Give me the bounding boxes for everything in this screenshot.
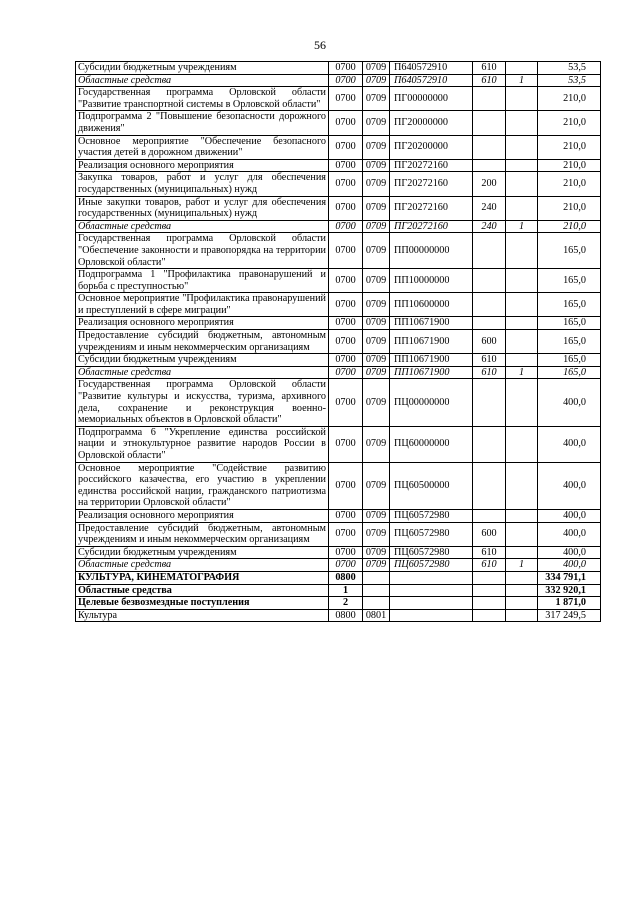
expense-type-cell xyxy=(473,111,506,135)
table-row xyxy=(76,426,601,462)
amount-cell: 210,0 xyxy=(538,159,601,172)
subsection-code-cell: 0709 xyxy=(363,379,390,426)
subsection-code-cell: 0709 xyxy=(363,462,390,509)
section-code-cell: 0800 xyxy=(329,571,363,584)
funding-source-cell xyxy=(506,135,538,159)
expense-type-cell: 610 xyxy=(473,546,506,559)
funding-source-cell xyxy=(506,571,538,584)
item-name-cell: Иные закупки товаров, работ и услуг для обеспечения государственных (муниципальных) нужд xyxy=(76,196,329,220)
subsection-code-cell: 0709 xyxy=(363,111,390,135)
subsection-code-cell: 0709 xyxy=(363,293,390,317)
section-code-cell: 0700 xyxy=(329,87,363,111)
amount-cell: 165,0 xyxy=(538,354,601,367)
funding-source-cell: 1 xyxy=(506,559,538,572)
amount-cell: 165,0 xyxy=(538,330,601,354)
table-row xyxy=(76,220,601,233)
funding-source-cell xyxy=(506,597,538,610)
section-code-cell: 0700 xyxy=(329,426,363,462)
funding-source-cell xyxy=(506,330,538,354)
expense-type-cell: 610 xyxy=(473,366,506,379)
expense-type-cell xyxy=(473,293,506,317)
target-article-cell: ПЦ00000000 xyxy=(390,379,473,426)
section-code-cell: 0700 xyxy=(329,462,363,509)
section-code-cell: 0700 xyxy=(329,293,363,317)
target-article-cell: ПЦ60000000 xyxy=(390,426,473,462)
funding-source-cell xyxy=(506,509,538,522)
subsection-code-cell: 0709 xyxy=(363,559,390,572)
expense-type-cell: 600 xyxy=(473,522,506,546)
amount-cell: 53,5 xyxy=(538,74,601,87)
expense-type-cell xyxy=(473,597,506,610)
section-code-cell: 0700 xyxy=(329,220,363,233)
page-number: 56 xyxy=(314,38,326,52)
item-name-cell: Реализация основного мероприятия xyxy=(76,159,329,172)
funding-source-cell xyxy=(506,159,538,172)
section-code-cell: 0700 xyxy=(329,233,363,269)
section-code-cell: 0700 xyxy=(329,135,363,159)
funding-source-cell xyxy=(506,293,538,317)
item-name-cell: Подпрограмма 6 "Укрепление единства российской нации и этнокультурное развитие народов России в Орловской области" xyxy=(76,426,329,462)
subsection-code-cell: 0709 xyxy=(363,74,390,87)
target-article-cell: ПЦ60572980 xyxy=(390,546,473,559)
section-code-cell: 2 xyxy=(329,597,363,610)
subsection-code-cell: 0709 xyxy=(363,330,390,354)
funding-source-cell xyxy=(506,62,538,75)
item-name-cell: Областные средства xyxy=(76,584,329,597)
subsection-code-cell: 0709 xyxy=(363,87,390,111)
table-row xyxy=(76,196,601,220)
target-article-cell xyxy=(390,597,473,610)
subsection-code-cell xyxy=(363,597,390,610)
funding-source-cell xyxy=(506,462,538,509)
funding-source-cell xyxy=(506,87,538,111)
target-article-cell: ПГ20272160 xyxy=(390,159,473,172)
table-row xyxy=(76,111,601,135)
section-code-cell: 0700 xyxy=(329,111,363,135)
item-name-cell: Культура xyxy=(76,609,329,622)
section-code-cell: 0700 xyxy=(329,172,363,196)
table-row xyxy=(76,233,601,269)
amount-cell: 332 920,1 xyxy=(538,584,601,597)
item-name-cell: Закупка товаров, работ и услуг для обеспечения государственных (муниципальных) нужд xyxy=(76,172,329,196)
target-article-cell: ПП10000000 xyxy=(390,269,473,293)
amount-cell: 400,0 xyxy=(538,462,601,509)
expense-type-cell xyxy=(473,379,506,426)
target-article-cell xyxy=(390,584,473,597)
item-name-cell: Основное мероприятие "Профилактика правонарушений и преступлений в сфере миграции" xyxy=(76,293,329,317)
target-article-cell: ПГ20200000 xyxy=(390,135,473,159)
item-name-cell: Областные средства xyxy=(76,559,329,572)
section-code-cell: 0700 xyxy=(329,366,363,379)
amount-cell: 317 249,5 xyxy=(538,609,601,622)
item-name-cell: Субсидии бюджетным учреждениям xyxy=(76,62,329,75)
expense-type-cell xyxy=(473,571,506,584)
item-name-cell: Государственная программа Орловской области "Развитие транспортной системы в Орловской области" xyxy=(76,87,329,111)
expense-type-cell: 610 xyxy=(473,62,506,75)
target-article-cell: ПГ00000000 xyxy=(390,87,473,111)
item-name-cell: Субсидии бюджетным учреждениям xyxy=(76,546,329,559)
target-article-cell: П640572910 xyxy=(390,74,473,87)
section-code-cell: 0700 xyxy=(329,62,363,75)
table-row xyxy=(76,522,601,546)
table-row xyxy=(76,559,601,572)
funding-source-cell: 1 xyxy=(506,74,538,87)
section-code-cell: 0800 xyxy=(329,609,363,622)
target-article-cell: ПЦ60572980 xyxy=(390,522,473,546)
amount-cell: 165,0 xyxy=(538,269,601,293)
subsection-code-cell: 0709 xyxy=(363,426,390,462)
target-article-cell xyxy=(390,571,473,584)
expense-type-cell xyxy=(473,584,506,597)
item-name-cell: Государственная программа Орловской области "Обеспечение законности и правопорядка на территории Орловской области" xyxy=(76,233,329,269)
amount-cell: 400,0 xyxy=(538,509,601,522)
subsection-code-cell: 0709 xyxy=(363,269,390,293)
table-row xyxy=(76,159,601,172)
amount-cell: 210,0 xyxy=(538,172,601,196)
amount-cell: 53,5 xyxy=(538,62,601,75)
item-name-cell: Реализация основного мероприятия xyxy=(76,509,329,522)
expense-type-cell xyxy=(473,426,506,462)
expense-type-cell: 200 xyxy=(473,172,506,196)
expense-type-cell xyxy=(473,269,506,293)
amount-cell: 400,0 xyxy=(538,522,601,546)
section-code-cell: 1 xyxy=(329,584,363,597)
funding-source-cell xyxy=(506,317,538,330)
amount-cell: 210,0 xyxy=(538,111,601,135)
subsection-code-cell: 0709 xyxy=(363,196,390,220)
table-row xyxy=(76,379,601,426)
subsection-code-cell: 0709 xyxy=(363,159,390,172)
funding-source-cell: 1 xyxy=(506,366,538,379)
section-code-cell: 0700 xyxy=(329,559,363,572)
amount-cell: 334 791,1 xyxy=(538,571,601,584)
item-name-cell: Основное мероприятие "Обеспечение безопасного участия детей в дорожном движении" xyxy=(76,135,329,159)
subsection-code-cell: 0801 xyxy=(363,609,390,622)
section-code-cell: 0700 xyxy=(329,509,363,522)
subsection-code-cell: 0709 xyxy=(363,62,390,75)
subsection-code-cell: 0709 xyxy=(363,135,390,159)
funding-source-cell xyxy=(506,354,538,367)
expense-type-cell: 610 xyxy=(473,559,506,572)
table-row xyxy=(76,62,601,75)
item-name-cell: Субсидии бюджетным учреждениям xyxy=(76,354,329,367)
amount-cell: 210,0 xyxy=(538,196,601,220)
section-code-cell: 0700 xyxy=(329,269,363,293)
table-row xyxy=(76,293,601,317)
item-name-cell: Основное мероприятие "Содействие развитию российского казачества, его участию в укреплении единства российской нации, гражданского патриотизма на территории Орловской области" xyxy=(76,462,329,509)
amount-cell: 210,0 xyxy=(538,87,601,111)
amount-cell: 165,0 xyxy=(538,366,601,379)
expense-type-cell: 240 xyxy=(473,196,506,220)
subsection-code-cell: 0709 xyxy=(363,522,390,546)
subsection-code-cell xyxy=(363,584,390,597)
item-name-cell: Предоставление субсидий бюджетным, автономным учреждениям и иным некоммерческим организациям xyxy=(76,330,329,354)
table-row xyxy=(76,609,601,622)
expense-type-cell xyxy=(473,233,506,269)
target-article-cell: ПП10600000 xyxy=(390,293,473,317)
section-code-cell: 0700 xyxy=(329,196,363,220)
subsection-code-cell: 0709 xyxy=(363,546,390,559)
item-name-cell: Целевые безвозмездные поступления xyxy=(76,597,329,610)
table-row xyxy=(76,74,601,87)
funding-source-cell xyxy=(506,546,538,559)
table-body xyxy=(76,62,601,622)
subsection-code-cell: 0709 xyxy=(363,317,390,330)
target-article-cell: ПГ20272160 xyxy=(390,196,473,220)
target-article-cell: ПП10671900 xyxy=(390,317,473,330)
expense-type-cell xyxy=(473,317,506,330)
table-row xyxy=(76,87,601,111)
target-article-cell xyxy=(390,609,473,622)
funding-source-cell: 1 xyxy=(506,220,538,233)
funding-source-cell xyxy=(506,196,538,220)
item-name-cell: Предоставление субсидий бюджетным, автономным учреждениям и иным некоммерческим организациям xyxy=(76,522,329,546)
item-name-cell: Реализация основного мероприятия xyxy=(76,317,329,330)
expense-type-cell xyxy=(473,159,506,172)
table-row xyxy=(76,354,601,367)
expense-type-cell: 240 xyxy=(473,220,506,233)
amount-cell: 1 871,0 xyxy=(538,597,601,610)
table-row xyxy=(76,269,601,293)
amount-cell: 165,0 xyxy=(538,233,601,269)
target-article-cell: ПП10671900 xyxy=(390,366,473,379)
amount-cell: 210,0 xyxy=(538,220,601,233)
section-code-cell: 0700 xyxy=(329,330,363,354)
table-row xyxy=(76,597,601,610)
amount-cell: 400,0 xyxy=(538,546,601,559)
funding-source-cell xyxy=(506,609,538,622)
section-code-cell: 0700 xyxy=(329,379,363,426)
funding-source-cell xyxy=(506,379,538,426)
expense-type-cell: 600 xyxy=(473,330,506,354)
subsection-code-cell: 0709 xyxy=(363,172,390,196)
expense-type-cell xyxy=(473,135,506,159)
target-article-cell: П640572910 xyxy=(390,62,473,75)
budget-table xyxy=(75,61,601,622)
table-row xyxy=(76,509,601,522)
table-row xyxy=(76,366,601,379)
target-article-cell: ПП10671900 xyxy=(390,354,473,367)
item-name-cell: Областные средства xyxy=(76,74,329,87)
expense-type-cell xyxy=(473,509,506,522)
funding-source-cell xyxy=(506,522,538,546)
target-article-cell: ПЦ60572980 xyxy=(390,509,473,522)
section-code-cell: 0700 xyxy=(329,522,363,546)
table-row xyxy=(76,330,601,354)
item-name-cell: КУЛЬТУРА, КИНЕМАТОГРАФИЯ xyxy=(76,571,329,584)
table-row xyxy=(76,546,601,559)
funding-source-cell xyxy=(506,584,538,597)
expense-type-cell xyxy=(473,609,506,622)
subsection-code-cell: 0709 xyxy=(363,509,390,522)
item-name-cell: Государственная программа Орловской области "Развитие культуры и искусства, туризма, архивного дела, сохранение и реконструкция военно-мемориальных объектов в Орловской области" xyxy=(76,379,329,426)
funding-source-cell xyxy=(506,172,538,196)
subsection-code-cell: 0709 xyxy=(363,233,390,269)
table-row xyxy=(76,462,601,509)
amount-cell: 400,0 xyxy=(538,426,601,462)
funding-source-cell xyxy=(506,111,538,135)
section-code-cell: 0700 xyxy=(329,159,363,172)
item-name-cell: Областные средства xyxy=(76,366,329,379)
item-name-cell: Подпрограмма 1 "Профилактика правонарушений и борьба с преступностью" xyxy=(76,269,329,293)
amount-cell: 210,0 xyxy=(538,135,601,159)
table-row xyxy=(76,584,601,597)
expense-type-cell xyxy=(473,462,506,509)
subsection-code-cell: 0709 xyxy=(363,366,390,379)
amount-cell: 165,0 xyxy=(538,317,601,330)
target-article-cell: ПЦ60572980 xyxy=(390,559,473,572)
section-code-cell: 0700 xyxy=(329,546,363,559)
expense-type-cell: 610 xyxy=(473,354,506,367)
expense-type-cell xyxy=(473,87,506,111)
item-name-cell: Подпрограмма 2 "Повышение безопасности дорожного движения" xyxy=(76,111,329,135)
subsection-code-cell: 0709 xyxy=(363,354,390,367)
section-code-cell: 0700 xyxy=(329,74,363,87)
section-code-cell: 0700 xyxy=(329,317,363,330)
target-article-cell: ПП00000000 xyxy=(390,233,473,269)
table-row xyxy=(76,135,601,159)
item-name-cell: Областные средства xyxy=(76,220,329,233)
amount-cell: 400,0 xyxy=(538,379,601,426)
target-article-cell: ПГ20000000 xyxy=(390,111,473,135)
expense-type-cell: 610 xyxy=(473,74,506,87)
subsection-code-cell: 0709 xyxy=(363,220,390,233)
target-article-cell: ПГ20272160 xyxy=(390,220,473,233)
subsection-code-cell xyxy=(363,571,390,584)
target-article-cell: ПП10671900 xyxy=(390,330,473,354)
target-article-cell: ПЦ60500000 xyxy=(390,462,473,509)
section-code-cell: 0700 xyxy=(329,354,363,367)
funding-source-cell xyxy=(506,426,538,462)
target-article-cell: ПГ20272160 xyxy=(390,172,473,196)
funding-source-cell xyxy=(506,233,538,269)
amount-cell: 165,0 xyxy=(538,293,601,317)
table-row xyxy=(76,317,601,330)
table-row xyxy=(76,571,601,584)
table-row xyxy=(76,172,601,196)
funding-source-cell xyxy=(506,269,538,293)
amount-cell: 400,0 xyxy=(538,559,601,572)
